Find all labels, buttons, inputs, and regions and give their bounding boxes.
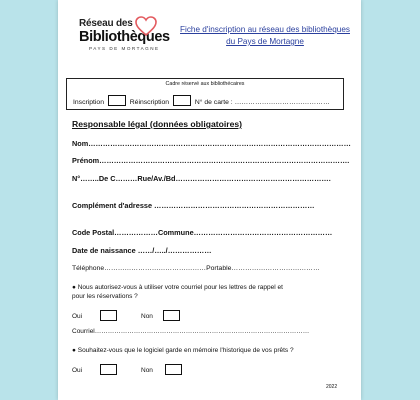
logo-line-1: Réseau des	[79, 18, 133, 29]
email-consent-question	[72, 283, 283, 301]
form-title	[170, 24, 360, 48]
reinscription-checkbox[interactable]	[173, 95, 191, 106]
reinscription-label: Réinscription	[129, 99, 170, 106]
logo-line-2: Bibliothèques	[79, 29, 170, 45]
phone-field[interactable]: Téléphone………………………………………Portable…………………………………	[72, 265, 320, 272]
inscription-checkbox[interactable]	[108, 95, 126, 106]
email-non-checkbox[interactable]	[163, 310, 180, 321]
heart-logo-icon	[134, 14, 158, 38]
postal-code-field[interactable]: Code Postal………………Commune…………………………………………………	[72, 228, 333, 237]
email-consent-oui-option	[72, 310, 117, 321]
oui-label: Oui	[72, 313, 83, 320]
loan-history-question: ● Souhaitez-vous que le logiciel garde en mémoire l'historique de vos prêts ?	[72, 347, 294, 354]
inscription-label: Inscription	[73, 99, 104, 106]
history-oui-option	[72, 364, 117, 375]
form-title-line-2: du Pays de Mortagne	[226, 37, 304, 46]
form-page	[58, 0, 361, 400]
nom-field[interactable]: Nom………………………………………………………………………………………………	[72, 139, 351, 148]
history-non-checkbox[interactable]	[165, 364, 182, 375]
prenom-field[interactable]: Prénom………………………………………………………………………………………….	[72, 156, 350, 165]
history-oui-checkbox[interactable]	[100, 364, 117, 375]
form-title-line-1: Fiche d'inscription au réseau des bibliothèques	[180, 25, 350, 34]
librarian-reserved-frame	[66, 78, 344, 110]
logo-line-3: PAYS DE MORTAGNE	[89, 45, 160, 51]
card-number-field[interactable]: N° de carte : ……………………………………	[194, 99, 330, 106]
non-label: Non	[141, 313, 153, 320]
email-consent-line-2: pour les réservations ?	[72, 293, 138, 300]
footer-year: 2022	[326, 384, 338, 390]
non-label: Non	[141, 367, 153, 374]
oui-label: Oui	[72, 367, 83, 374]
section-title: Responsable légal (données obligatoires)	[72, 119, 242, 129]
courriel-field[interactable]: Courriel………………………………………………………………………………………	[72, 328, 310, 335]
reserved-frame-row	[73, 95, 330, 106]
email-consent-non-option	[141, 310, 180, 321]
email-oui-checkbox[interactable]	[100, 310, 117, 321]
address-field[interactable]: N°……..De C………Rue/Av./Bd……………………………………………………….	[72, 174, 331, 183]
address-complement-field[interactable]: Complément d'adresse …………………………………………………………	[72, 201, 315, 210]
reserved-frame-title: Cadre réservé aux bibliothécaires	[165, 81, 245, 87]
email-consent-line-1: ● Nous autorisez-vous à utiliser votre courriel pour les lettres de rappel et	[72, 284, 283, 291]
history-non-option	[141, 364, 182, 375]
birth-date-field[interactable]: Date de naissance ……/…../………………	[72, 246, 212, 255]
